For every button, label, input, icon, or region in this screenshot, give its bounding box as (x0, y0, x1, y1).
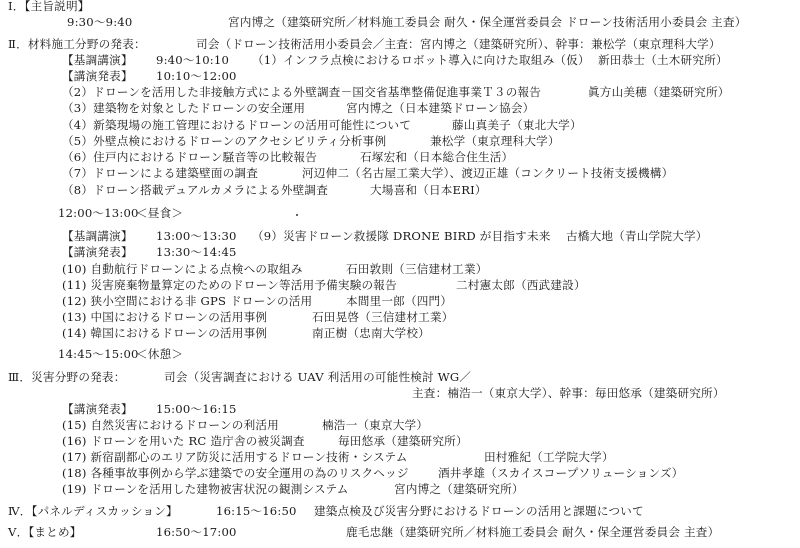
talk-title: (18) 各種事故事例から学ぶ建築での安全運用の為のリスクヘッジ (62, 466, 409, 480)
talk-speaker: 南正樹（忠南大学校） (312, 326, 430, 340)
break-time: 14:45～15:00 (58, 347, 139, 361)
section-2-chair: 司会（ドローン技術活用小委員会／主査：宮内博之（建築研究所）、幹事：兼松学（東京理科大学） (196, 37, 721, 51)
talk-title: (19) ドローンを活用した建物被害状況の観測システム (62, 482, 349, 496)
section-5-text: 鹿毛忠継（建築研究所／材料施工委員会 耐久・保全運営委員会 主査） (346, 525, 720, 539)
talk-speaker: 酒井孝雄（スカイスコープソリューションズ） (438, 466, 684, 480)
talk-speaker: 石田晃啓（三信建材工業） (312, 310, 454, 324)
talk-title: （7）ドローンによる建築壁面の調査 (62, 166, 259, 180)
talk-title: (13) 中国におけるドローンの活用事例 (62, 310, 268, 324)
talk-speaker: 石塚宏和（日本総合住生活） (360, 150, 514, 164)
talk-title: (14) 韓国におけるドローンの活用事例 (62, 326, 268, 340)
talk-title: （4）新築現場の施工管理におけるドローンの活用可能性について (62, 118, 412, 132)
talks2-label: 【講演発表】 (62, 245, 133, 259)
section-4-heading: Ⅳ．【パネルディスカッション】 (8, 504, 178, 518)
keynote2-time: 13:00～13:30 (156, 229, 237, 243)
keynote-title: （1）インフラ点検におけるロボット導入に向けた取組み（仮） (252, 53, 590, 67)
section-4-time: 16:15～16:50 (216, 504, 297, 518)
talk-speaker: 毎田悠承（建築研究所） (338, 434, 468, 448)
section-1-heading: Ⅰ．【主旨説明】 (8, 0, 90, 13)
section-2-heading: Ⅱ．材料施工分野の発表： (8, 37, 146, 51)
talk-title: (10) 自動航行ドローンによる点検への取組み (62, 262, 303, 276)
break-text: ＜休憩＞ (136, 347, 184, 361)
talk-speaker: 宮内博之（建築研究所） (394, 482, 524, 496)
talk-speaker: 兼松学（東京理科大学） (430, 134, 560, 148)
talk-speaker: 二村憲太郎（西武建設） (456, 278, 586, 292)
talks2-time: 13:30～14:45 (156, 245, 237, 259)
talk-title: (12) 狭小空間における非 GPS ドローンの活用 (62, 294, 313, 308)
section-3-chair-line2: 主査：楠浩一（東京大学）、幹事：毎田悠承（建築研究所） (412, 386, 725, 400)
talks-time: 10:10～12:00 (156, 69, 237, 83)
section-4-text: 建築点検及び災害分野におけるドローンの活用と課題について (314, 504, 644, 518)
keynote-speaker: 新田恭士（土木研究所） (598, 53, 728, 67)
section-1-time: 9:30～9:40 (67, 15, 133, 29)
section-5-heading: Ⅴ．【まとめ】 (8, 525, 82, 539)
talk-speaker: 本間里一郎（四門） (346, 294, 453, 308)
talk-title: （3）建築物を対象としたドローンの安全運用 (62, 101, 306, 115)
lunch-text: ＜昼食＞ (136, 206, 184, 220)
talk-speaker: 楠浩一（東京大学） (322, 418, 429, 432)
keynote2-title: （9）災害ドローン救援隊 DRONE BIRD が目指す未来 (252, 229, 551, 243)
talk-speaker: 宮内博之（日本建築ドローン協会） (346, 101, 535, 115)
keynote2-speaker: 古橋大地（青山学院大学） (566, 229, 708, 243)
talk-speaker: 藤山真美子（東北大学） (452, 118, 582, 132)
scan-speck (296, 214, 298, 216)
talk-title: （5）外壁点検におけるドローンのアクセシビリティ分析事例 (62, 134, 387, 148)
section-1-text: 宮内博之（建築研究所／材料施工委員会 耐久・保全運営委員会 ドローン技術活用小委員会 主査） (228, 15, 747, 29)
lunch-time: 12:00～13:00 (58, 206, 139, 220)
talks3-time: 15:00～16:15 (156, 402, 237, 416)
talk-speaker: 田村雅紀（工学院大学） (484, 450, 614, 464)
talk-speaker: 河辺伸二（名古屋工業大学）、渡辺正雄（コンクリート技術支援機構） (302, 166, 674, 180)
talk-title: (17) 新宿副都心のエリア防災に活用するドローン技術・システム (62, 450, 408, 464)
keynote2-label: 【基調講演】 (62, 229, 133, 243)
keynote-label: 【基調講演】 (62, 53, 133, 67)
section-3-heading: Ⅲ．災害分野の発表： (8, 370, 126, 384)
talk-title: (15) 自然災害におけるドローンの利活用 (62, 418, 279, 432)
talk-title: （6）住戸内におけるドローン騒音等の比較報告 (62, 150, 318, 164)
talks-label: 【講演発表】 (62, 69, 133, 83)
talk-speaker: 大場喜和（日本ERI） (370, 183, 487, 197)
talk-title: (16) ドローンを用いた RC 造庁舎の被災調査 (62, 434, 305, 448)
talk-title: (11) 災害廃棄物量算定のためのドローン等活用予備実験の報告 (62, 278, 397, 292)
talk-title: （8）ドローン搭載デュアルカメラによる外壁調査 (62, 183, 328, 197)
keynote-time: 9:40～10:10 (156, 53, 230, 67)
talk-title: （2）ドローンを活用した非接触方式による外壁調査－国交省基準整備促進事業Ｔ３の報告 (62, 85, 542, 99)
talk-speaker: 眞方山美穂（建築研究所） (588, 85, 730, 99)
section-3-chair-line1: 司会（災害調査における UAV 利活用の可能性検討 WG／ (164, 370, 472, 384)
talk-speaker: 石田敦則（三信建材工業） (346, 262, 488, 276)
section-5-time: 16:50～17:00 (156, 525, 237, 539)
talks3-label: 【講演発表】 (62, 402, 133, 416)
